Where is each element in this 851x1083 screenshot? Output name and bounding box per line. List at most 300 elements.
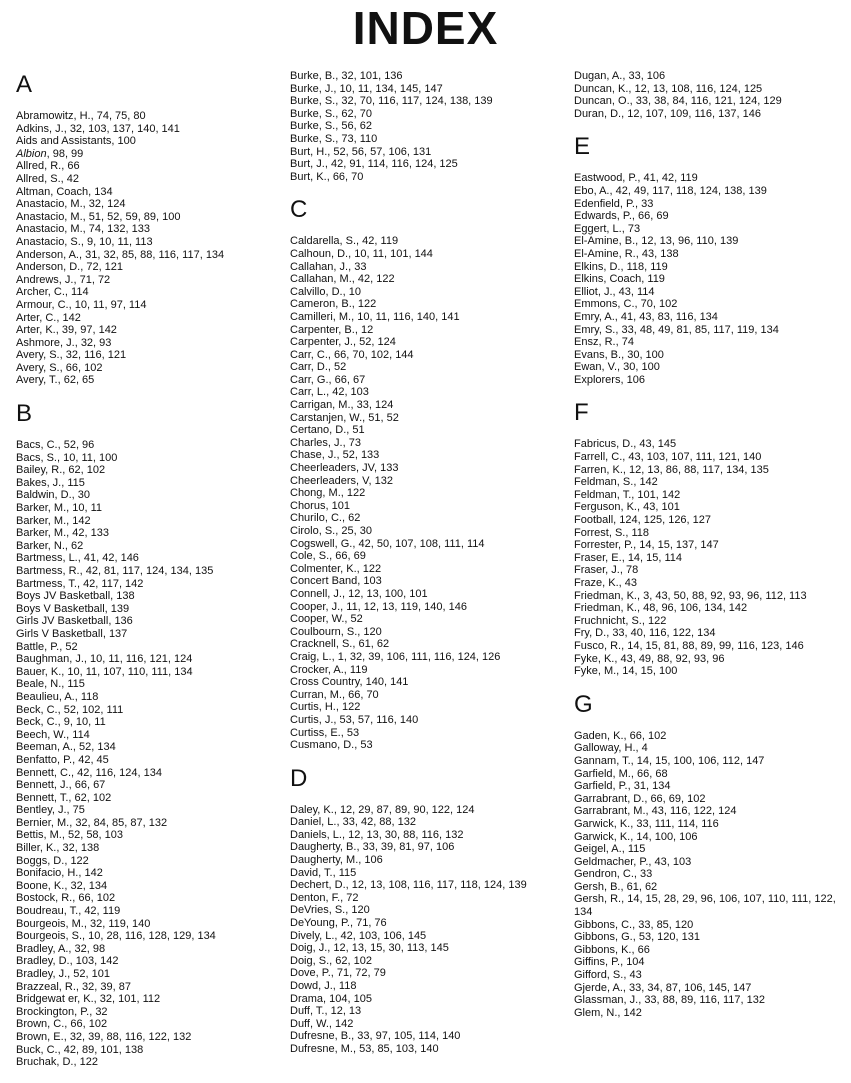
index-entry [16, 767, 278, 780]
index-entry [16, 666, 278, 679]
entry-pages: , 62 [65, 540, 83, 552]
entry-name: Archer, C. [16, 286, 65, 299]
entry-name: Fusco, R. [574, 639, 622, 652]
entry-name: Bacs, S. [16, 451, 57, 464]
index-entry [574, 919, 846, 932]
index-entry [290, 993, 562, 1006]
entry-name: Avery, S. [16, 361, 60, 374]
entry-pages: , 66, 67 [329, 374, 366, 386]
entry-pages: , 12, 13, 86, 88, 117, 134, 135 [623, 464, 769, 476]
entry-pages: , 12, 13, 96, 110, 139 [635, 235, 738, 247]
entry-name: Baughman, J. [16, 653, 84, 666]
index-entry [16, 968, 278, 981]
entry-name: Football [574, 514, 614, 527]
entry-name: Ferguson, K. [574, 501, 637, 514]
entry-pages: , 120 [357, 626, 381, 638]
entry-name: Fyke, M. [574, 665, 617, 678]
entry-pages: , 74, 75, 80 [91, 110, 146, 122]
index-entry [290, 298, 562, 311]
entry-name: Carstanjen, W. [290, 411, 363, 424]
index-entry [16, 716, 278, 729]
entry-name: Curran, M. [290, 688, 342, 701]
entry-name: Burt, H. [290, 145, 328, 158]
index-entry [574, 640, 846, 653]
entry-pages: , 33, 40, 116, 122, 134 [606, 627, 715, 639]
entry-pages: , 32, 138 [56, 842, 99, 854]
index-entry [574, 931, 846, 944]
entry-name: Bourgeois, M. [16, 917, 84, 930]
entry-pages: , 100 [111, 135, 135, 147]
index-entry [290, 158, 562, 171]
entry-pages: , 132 [368, 475, 392, 487]
index-entry [16, 1006, 278, 1019]
index-entry [574, 374, 846, 387]
entry-pages: , 10, 11, 100 [57, 452, 117, 464]
entry-pages: , 41, 42, 146 [78, 552, 139, 564]
entry-pages: , 25, 30 [335, 525, 372, 537]
index-entry [16, 286, 278, 299]
entry-pages: , 4 [636, 742, 648, 754]
index-entry [16, 123, 278, 136]
entry-pages: , 71, 76 [350, 917, 387, 929]
index-entry [16, 1044, 278, 1057]
index-entry [574, 95, 846, 108]
entry-pages: , 30, 100 [617, 361, 660, 373]
index-entry [574, 185, 846, 198]
section-letter-e: E [574, 133, 591, 161]
entry-name: Glassman, J. [574, 994, 639, 1007]
entry-pages: , 43, 49, 88, 92, 93, 96 [614, 653, 724, 665]
index-entry [574, 514, 846, 527]
index-entry [16, 867, 278, 880]
entry-name: Boudreau, T. [16, 905, 79, 918]
index-entry [290, 273, 562, 286]
entry-name: Ashmore, J. [16, 336, 75, 349]
index-entry [16, 565, 278, 578]
entry-pages: , 10 [343, 286, 361, 298]
index-entry [290, 1043, 562, 1056]
index-entry [290, 917, 562, 930]
entry-name: Arter, K. [16, 324, 56, 337]
index-entry [16, 943, 278, 956]
entry-pages: , 61, 62 [620, 881, 657, 893]
index-entry [574, 956, 846, 969]
entry-pages: , 73 [343, 437, 361, 449]
index-entry [290, 248, 562, 261]
entry-pages: , 66, 102 [624, 730, 667, 742]
entry-pages: , 32, 70, 116, 117, 124, 138, 139 [335, 95, 492, 107]
entry-name: Emmons, C. [574, 298, 635, 311]
entry-pages: , 62, 102 [329, 955, 372, 967]
entry-name: Geldmacher, P. [574, 855, 649, 868]
entry-name: Brockington, P. [16, 1005, 90, 1018]
entry-pages: , 12, 13, 108, 116, 117, 118, 124, 139 [346, 879, 527, 891]
index-entry [574, 653, 846, 666]
index-entry [16, 274, 278, 287]
entry-name: Concert Band [290, 575, 358, 588]
entry-name: Friedman, K. [574, 589, 637, 602]
index-entry [290, 525, 562, 538]
index-entry [574, 881, 846, 894]
entry-pages: , 75 [67, 804, 85, 816]
entry-name: Cooper, W. [290, 613, 345, 626]
entry-name: Battle, P. [16, 640, 60, 653]
entry-pages: , 33, 85, 120 [632, 919, 693, 931]
entry-name: Daniels, L. [290, 828, 342, 841]
entry-name: Coulbourn, S. [290, 625, 358, 638]
index-entry [574, 198, 846, 211]
entry-pages: , 66, 70, 102, 144 [328, 349, 414, 361]
index-entry [574, 893, 846, 918]
entry-pages: , 42, 50, 107, 108, 111, 114 [352, 538, 484, 550]
entry-name: Garrabrant, D. [574, 792, 645, 805]
index-entry [290, 892, 562, 905]
entry-pages: , 74, 132, 133 [83, 223, 150, 235]
entry-name: Brown, E. [16, 1030, 64, 1043]
section-letter-b: B [16, 400, 33, 428]
index-entry [574, 438, 846, 451]
index-entry [574, 665, 846, 678]
entry-name: Allred, S. [16, 172, 61, 185]
index-entry [574, 944, 846, 957]
entry-name: Evans, B. [574, 348, 622, 361]
entry-pages: , 32, 116, 121 [60, 349, 126, 361]
index-entry [290, 829, 562, 842]
index-entry [574, 298, 846, 311]
entry-pages: , 39, 97, 142 [56, 324, 117, 336]
index-entry [16, 842, 278, 855]
entry-name: Anastacio, S. [16, 235, 81, 248]
entry-name: Buck, C. [16, 1043, 58, 1056]
entry-pages: , 66, 102 [60, 362, 103, 374]
entry-pages: , 10, 28, 116, 128, 129, 134 [82, 930, 216, 942]
entry-name: Calhoun, D. [290, 247, 349, 260]
entry-pages: , 48, 96, 106, 134, 142 [637, 602, 747, 614]
entry-name: Fraser, E. [574, 551, 622, 564]
index-entry [290, 955, 562, 968]
entry-pages: , 66, 69, 102 [644, 793, 705, 805]
index-entry [574, 793, 846, 806]
entry-pages: , 42 [61, 173, 79, 185]
entry-pages: , 43, 145 [633, 438, 676, 450]
index-entry [290, 374, 562, 387]
index-entry [16, 198, 278, 211]
entry-name: Burke, S. [290, 107, 336, 120]
entry-name: Fruchnicht, S. [574, 614, 642, 627]
entry-name: Cusmano, D. [290, 739, 355, 752]
entry-pages: , 66, 102 [64, 1018, 107, 1030]
index-entry [574, 273, 846, 286]
index-entry [16, 804, 278, 817]
entry-pages: , 31, 134 [628, 780, 671, 792]
index-entry [290, 349, 562, 362]
entry-pages: , 30, 100 [621, 349, 664, 361]
entry-pages: , 10, 11, 116, 140, 141 [351, 311, 459, 323]
entry-pages: , 14, 100, 106 [630, 831, 697, 843]
entry-pages: , 122 [642, 615, 666, 627]
entry-name: Barker, N. [16, 539, 65, 552]
entry-pages: , 52 [344, 613, 362, 625]
index-entry [290, 95, 562, 108]
entry-pages: , 66 [631, 944, 649, 956]
entry-name: Chase, J. [290, 449, 337, 462]
index-entry [16, 324, 278, 337]
index-entry [16, 173, 278, 186]
entry-name: Cheerleaders, JV [290, 462, 374, 475]
index-entry [290, 689, 562, 702]
entry-pages: , 42, 133 [66, 527, 109, 539]
index-entry [574, 223, 846, 236]
entry-pages: , 122 [341, 487, 365, 499]
entry-pages: , 115 [61, 678, 85, 690]
index-entry [290, 133, 562, 146]
index-entry [290, 714, 562, 727]
entry-name: Boone, K. [16, 879, 65, 892]
entry-name: DeVries, S. [290, 904, 346, 917]
index-entry [574, 982, 846, 995]
entry-pages: , 61, 62 [352, 638, 389, 650]
entry-name: Barker, M. [16, 527, 67, 540]
section-letter-c: C [290, 196, 308, 224]
index-entry [16, 1056, 278, 1069]
entry-name: Altman, Coach [16, 185, 89, 198]
index-entry [290, 638, 562, 651]
index-entry [574, 831, 846, 844]
entry-name: Daugherty, B. [290, 841, 357, 854]
index-entry [290, 108, 562, 121]
entry-pages: , 122 [64, 855, 88, 867]
entry-name: Gifford, S. [574, 969, 624, 982]
index-entry [16, 754, 278, 767]
entry-pages: , 42, 89, 101, 138 [58, 1044, 144, 1056]
index-entry [290, 980, 562, 993]
entry-pages: , 42, 45 [72, 754, 109, 766]
index-entry [574, 172, 846, 185]
index-entry [574, 286, 846, 299]
entry-pages: , 53 [354, 739, 372, 751]
entry-name: El-Amine, R. [574, 247, 636, 260]
index-entry [290, 386, 562, 399]
index-entry [16, 540, 278, 553]
index-entry [574, 336, 846, 349]
index-entry [574, 539, 846, 552]
entry-pages: , 33, 111, 114, 116 [630, 818, 719, 830]
index-entry [16, 552, 278, 565]
entry-name: Bennett, C. [16, 766, 72, 779]
index-entry [290, 512, 562, 525]
entry-pages: , 41, 43, 83, 116, 134 [615, 311, 718, 323]
index-entry [290, 854, 562, 867]
entry-name: Caldarella, S. [290, 235, 357, 248]
entry-pages: , 10, 11, 134, 145, 147 [333, 83, 442, 95]
entry-pages: , 32, 134 [64, 880, 107, 892]
index-entry [574, 108, 846, 121]
index-entry [574, 868, 846, 881]
entry-pages: , 66, 68 [631, 768, 668, 780]
index-entry [16, 236, 278, 249]
index-entry [16, 374, 278, 387]
entry-name: Forrester, P. [574, 539, 634, 552]
entry-name: DeYoung, P. [290, 917, 350, 930]
entry-name: Cameron, B. [290, 298, 352, 311]
index-entry [574, 577, 846, 590]
index-entry [574, 501, 846, 514]
entry-pages: , 43 [623, 969, 641, 981]
entry-name: Avery, S. [16, 349, 60, 362]
entry-name: Brazzeal, R. [16, 980, 76, 993]
index-entry [16, 918, 278, 931]
entry-name: Bradley, A. [16, 942, 69, 955]
index-entry [574, 564, 846, 577]
index-entry [574, 552, 846, 565]
entry-name: Bartmess, R. [16, 565, 80, 577]
entry-name: Charles, J. [290, 436, 343, 449]
entry-name: Bartmess, L. [16, 552, 78, 565]
index-entry [16, 993, 278, 1006]
entry-pages: , 106 [358, 854, 382, 866]
entry-pages: , 122 [357, 563, 381, 575]
entry-name: Elkins, D. [574, 260, 621, 273]
entry-pages: , 142 [617, 1007, 641, 1019]
entry-name: Burke, B. [290, 70, 336, 82]
entry-pages: , 53 [341, 727, 359, 739]
index-entry [290, 676, 562, 689]
entry-pages: , 52, 101 [67, 968, 110, 980]
entry-name: Anastacio, M. [16, 223, 83, 236]
index-entry [16, 905, 278, 918]
entry-pages: , 115 [622, 843, 646, 855]
entry-name: Adkins, J. [16, 122, 64, 135]
entry-name: Gaden, K. [574, 729, 624, 742]
entry-pages: , 9, 10, 11 [58, 716, 106, 728]
index-entry [16, 464, 278, 477]
entry-pages: , 42, 119 [78, 905, 120, 917]
index-entry [290, 701, 562, 714]
index-entry [290, 311, 562, 324]
index-entry [290, 399, 562, 412]
index-entry [574, 476, 846, 489]
index-entry [16, 261, 278, 274]
entry-pages: , 42, 103, 106, 145 [334, 930, 426, 942]
index-entry [290, 904, 562, 917]
entry-pages: , 52 [59, 641, 77, 653]
entry-pages: , 73, 110 [335, 133, 377, 145]
index-entry [290, 235, 562, 248]
entry-name: Bennett, T. [16, 791, 69, 804]
entry-name: Emry, A. [574, 310, 615, 323]
index-entry [16, 741, 278, 754]
entry-name: Farren, K. [574, 463, 623, 476]
entry-pages: , 32 [89, 1006, 107, 1018]
entry-name: Girls JV Basketball [16, 615, 109, 628]
entry-name: Elkins, Coach [574, 273, 642, 286]
index-entry [290, 424, 562, 437]
entry-pages: , 53, 85, 103, 140 [353, 1043, 439, 1055]
entry-name: Bartmess, T. [16, 577, 77, 590]
index-entry [16, 349, 278, 362]
entry-name: Farrell, C. [574, 451, 623, 464]
entry-name: Aids and Assistants [16, 135, 112, 148]
entry-pages: , 52 [328, 361, 346, 373]
entry-name: Cole, S. [290, 550, 330, 563]
entry-name: Dugan, A. [574, 70, 623, 82]
entry-pages: , 52, 56, 57, 106, 131 [327, 146, 431, 158]
entry-pages: , 139 [105, 603, 129, 615]
entry-pages: , 41, 42, 119 [637, 172, 697, 184]
index-entry [16, 729, 278, 742]
entry-name: Abramowitz, H. [16, 110, 91, 122]
entry-pages: , 52, 134 [73, 741, 116, 753]
entry-pages: , 11, 12, 13, 119, 140, 146 [340, 601, 467, 613]
index-entry [16, 892, 278, 905]
index-entry [16, 955, 278, 968]
entry-pages: , 98, 99 [47, 148, 84, 160]
index-entry [574, 969, 846, 982]
entry-name: Barker, M. [16, 502, 67, 515]
entry-name: Beck, C. [16, 703, 58, 716]
entry-pages: , 14, 15, 114 [622, 552, 682, 564]
entry-name: Gibbons, K. [574, 943, 632, 956]
entry-pages: , 42, 91, 114, 116, 124, 125 [325, 158, 458, 170]
entry-pages: , 32, 39, 88, 116, 122, 132 [64, 1031, 192, 1043]
entry-name: Cogswell, G. [290, 537, 353, 550]
entry-name: Garwick, K. [574, 817, 631, 830]
entry-name: Benfatto, P. [16, 753, 73, 766]
index-entry [16, 653, 278, 666]
entry-name: Dove, P. [290, 967, 331, 980]
index-entry [290, 841, 562, 854]
entry-name: Edwards, P. [574, 210, 632, 223]
entry-pages: , 33, 88, 89, 116, 117, 132 [638, 994, 765, 1006]
entry-name: Forrest, S. [574, 526, 626, 539]
entry-name: Fraze, K. [574, 577, 619, 589]
index-entry [290, 286, 562, 299]
index-entry [574, 627, 846, 640]
section-letter-f: F [574, 399, 589, 427]
entry-name: Bonifacio, H. [16, 867, 79, 880]
index-entry [16, 211, 278, 224]
entry-name: Ebo, A. [574, 184, 610, 197]
index-column-1 [16, 70, 278, 1069]
entry-name: Cooper, J. [290, 600, 341, 613]
entry-name: Fraser, J. [574, 564, 620, 577]
entry-pages: , 32, 124 [83, 198, 126, 210]
entry-pages: , 101, 142 [631, 489, 680, 501]
index-entry [290, 1005, 562, 1018]
index-entry [16, 527, 278, 540]
entry-name: Eastwood, P. [574, 172, 638, 185]
entry-name: Cross Country [290, 676, 360, 689]
entry-pages: , 66, 102 [72, 892, 115, 904]
entry-pages: , 73 [622, 223, 640, 235]
entry-pages: , 138 [110, 590, 134, 602]
entry-pages: , 62, 102 [68, 792, 111, 804]
index-entry [16, 829, 278, 842]
entry-name: Bradley, D. [16, 955, 70, 968]
entry-pages: , 66, 70 [342, 689, 379, 701]
index-entry [290, 1018, 562, 1031]
entry-name: Armour, C. [16, 298, 69, 311]
index-entry [16, 223, 278, 236]
entry-name: Beech, W. [16, 728, 67, 741]
index-entry [16, 678, 278, 691]
entry-pages: , 118 [333, 980, 357, 992]
entry-pages: , 12, 13, 100, 101 [342, 588, 428, 600]
index-entry [290, 462, 562, 475]
index-entry [574, 261, 846, 274]
entry-pages: , 66 [61, 160, 79, 172]
index-entry [290, 336, 562, 349]
